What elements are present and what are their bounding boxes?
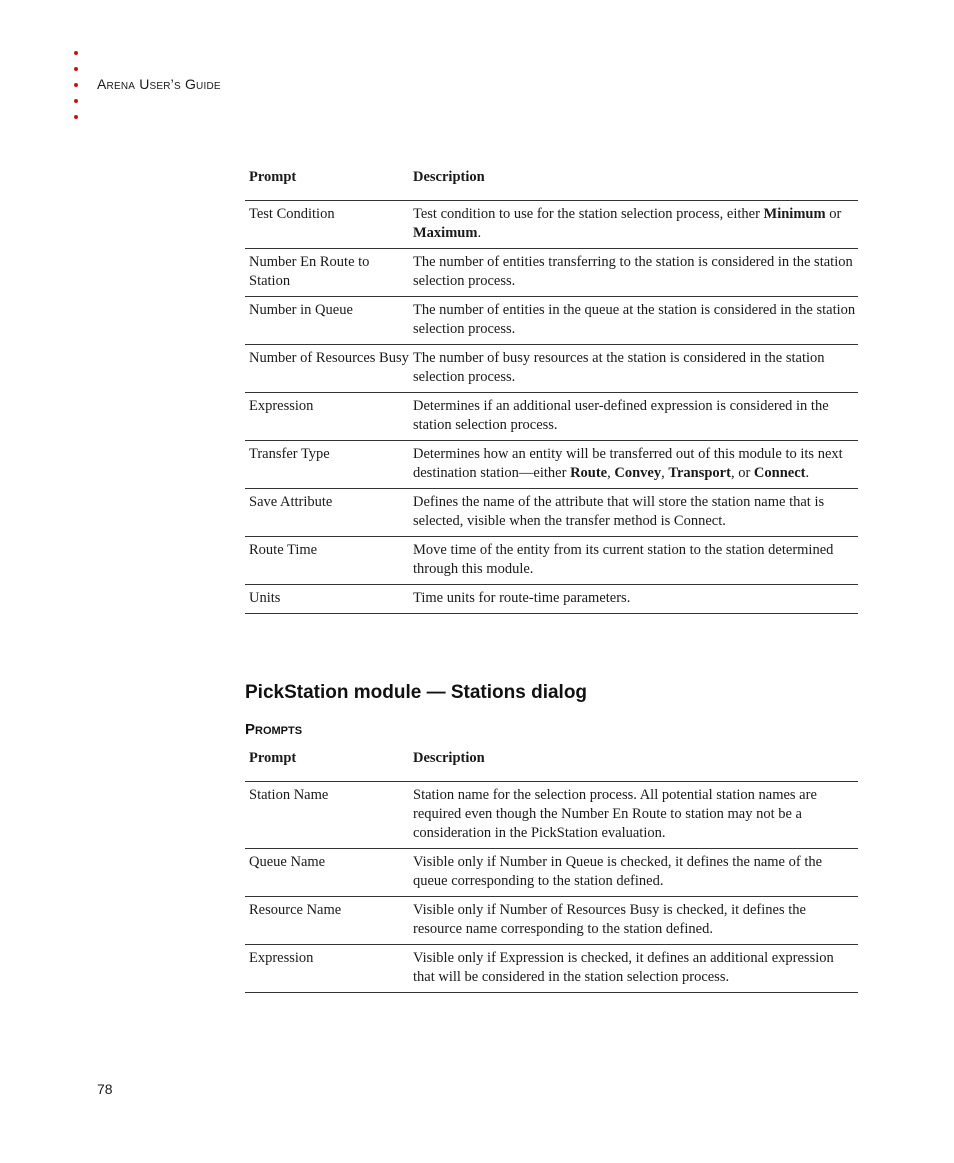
bullet-dot <box>74 115 78 119</box>
prompt-cell: Test Condition <box>249 206 335 222</box>
description-cell <box>413 786 858 843</box>
description-cell <box>413 589 858 608</box>
column-header-description: Description <box>413 750 485 766</box>
description-cell <box>413 541 858 579</box>
description-cell <box>413 949 858 987</box>
prompts-table <box>245 168 858 614</box>
description-text: . <box>805 465 810 481</box>
prompt-cell: Expression <box>249 398 314 414</box>
page-number: 78 <box>97 1081 113 1097</box>
running-head: Arena User’s Guide <box>97 76 221 92</box>
prompt-cell: Number in Queue <box>249 302 353 318</box>
table-body <box>245 201 858 614</box>
table-row <box>245 441 858 489</box>
option-keyword: Maximum <box>413 225 478 241</box>
column-header-description: Description <box>413 169 485 185</box>
table-row <box>245 393 858 441</box>
table-row <box>245 297 858 345</box>
table-row <box>245 585 858 614</box>
table-row <box>245 345 858 393</box>
table-header <box>245 749 858 782</box>
table-row <box>245 945 858 993</box>
prompt-cell: Resource Name <box>249 902 342 918</box>
prompt-cell: Units <box>249 590 281 606</box>
prompt-cell: Transfer Type <box>249 446 330 462</box>
option-keyword: Route <box>570 465 608 481</box>
prompt-cell: Number of Resources Busy <box>249 350 409 366</box>
description-text: Visible only if Expression is checked, it defines an additional expression that will be considered in the station selection process. <box>413 950 834 985</box>
prompt-cell: Expression <box>249 950 314 966</box>
description-cell <box>413 493 858 531</box>
column-header-prompt: Prompt <box>249 750 297 766</box>
description-text: Visible only if Number in Queue is checked, it defines the name of the queue corresponding to the station defined. <box>413 854 823 889</box>
table-row <box>245 782 858 849</box>
prompt-cell: Queue Name <box>249 854 326 870</box>
description-cell <box>413 253 858 291</box>
option-keyword: Connect <box>753 465 806 481</box>
table-header <box>245 168 858 201</box>
prompt-cell: Save Attribute <box>249 494 333 510</box>
description-text: . <box>477 225 482 241</box>
option-keyword: Transport <box>668 465 731 481</box>
description-text: Time units for route-time parameters. <box>413 590 631 606</box>
table-row <box>245 897 858 945</box>
prompt-cell: Station Name <box>249 787 329 803</box>
description-text: , or <box>730 465 754 481</box>
description-text: The number of entities transferring to the station is considered in the station selection process. <box>413 254 853 289</box>
description-cell <box>413 301 858 339</box>
option-keyword: Convey <box>614 465 662 481</box>
description-text: Test condition to use for the station selection process, either <box>413 206 764 222</box>
table-row <box>245 489 858 537</box>
table-row <box>245 537 858 585</box>
description-cell <box>413 205 858 243</box>
table-row <box>245 849 858 897</box>
description-cell <box>413 901 858 939</box>
prompt-cell: Number En Route to Station <box>249 254 370 289</box>
description-text: Defines the name of the attribute that will store the station name that is selected, visible when the transfer method is Connect. <box>413 494 825 529</box>
table-body <box>245 782 858 993</box>
description-text: , <box>661 465 669 481</box>
stations-prompts-table <box>245 749 858 993</box>
column-header-prompt: Prompt <box>249 169 297 185</box>
description-cell <box>413 445 858 483</box>
table-row <box>245 249 858 297</box>
description-cell <box>413 349 858 387</box>
table-row <box>245 201 858 249</box>
description-cell <box>413 397 858 435</box>
description-text: Determines how an entity will be transferred out of this module to its next destination station—either <box>413 446 843 481</box>
description-cell <box>413 853 858 891</box>
description-text: or <box>825 206 842 222</box>
description-text: , <box>607 465 615 481</box>
description-text: Move time of the entity from its current station to the station determined through this module. <box>413 542 834 577</box>
description-text: The number of busy resources at the station is considered in the station selection process. <box>413 350 825 385</box>
bullet-dot <box>74 99 78 103</box>
description-text: Station name for the selection process. All potential station names are required even though the Number En Route to station may not be a consideration in the PickStation evaluation. <box>413 787 817 841</box>
description-text: The number of entities in the queue at the station is considered in the station selection process. <box>413 302 856 337</box>
description-text: Determines if an additional user-defined expression is considered in the station selection process. <box>413 398 829 433</box>
section-title: PickStation module — Stations dialog <box>245 682 588 703</box>
prompt-cell: Route Time <box>249 542 318 558</box>
section-subtitle: Prompts <box>245 721 303 738</box>
bullet-dot <box>74 51 78 55</box>
description-text: Visible only if Number of Resources Busy is checked, it defines the resource name corresponding to the station defined. <box>413 902 806 937</box>
bullet-dot <box>74 67 78 71</box>
bullet-dot <box>74 83 78 87</box>
option-keyword: Minimum <box>763 206 826 222</box>
